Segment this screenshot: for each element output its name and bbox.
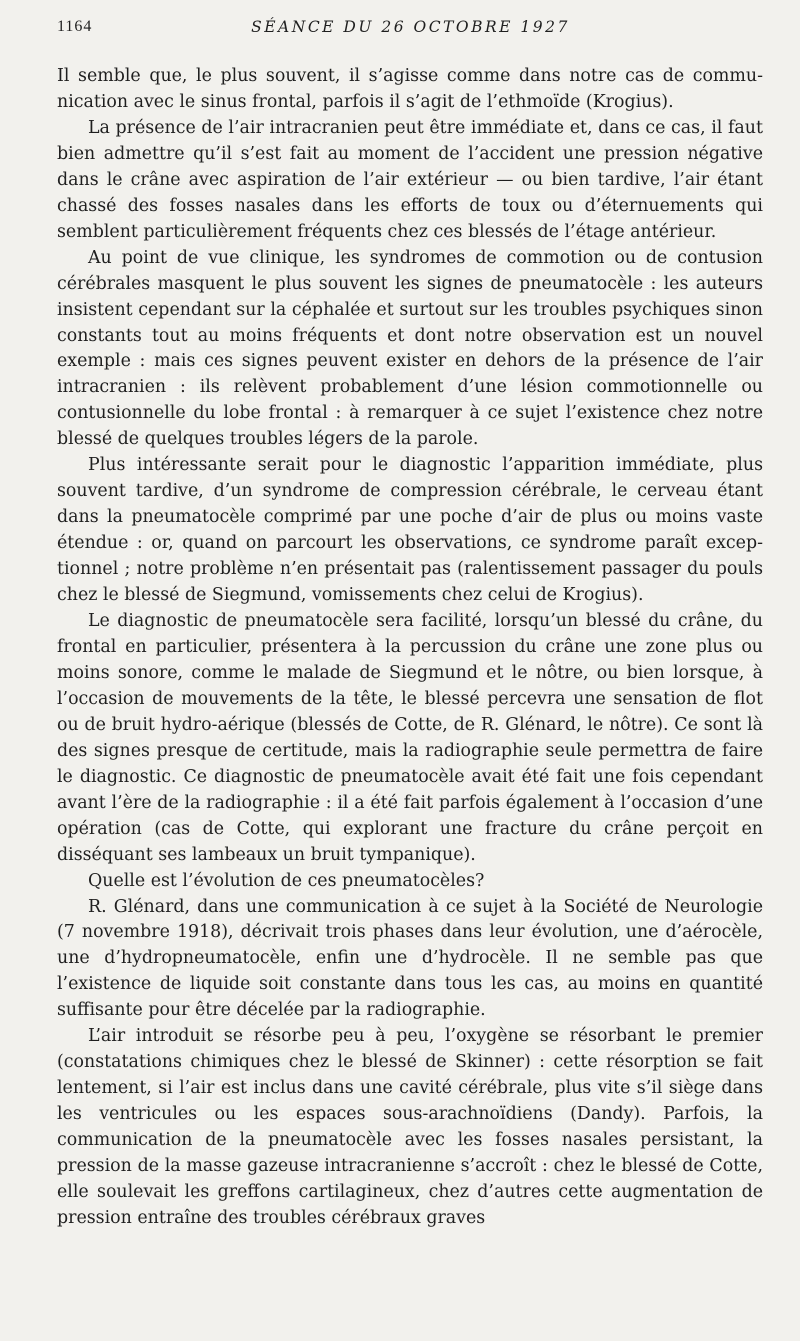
paragraph: Quelle est l’évolution de ces pneumatocèles? bbox=[88, 870, 485, 891]
paragraph: R. Glénard, dans une communication à ce sujet à la Société de Neurologie (7 novembre 1918), décrivait trois phases dans leur évolution, une d’aérocèle, une d’hydropneumatocèle, enfin une d’hydrocèle. Il ne semble pas que l’existence de liquide soit constante dans tous les cas, au moins en quantité suffisante pour être décelée par la radiographie. bbox=[57, 896, 763, 1021]
page-header bbox=[57, 18, 764, 44]
paragraph: La présence de l’air intracranien peut être immédiate et, dans ce cas, il faut bien admettre qu’il s’est fait au moment de l’accident une pression négative dans le crâne avec aspiration de l’air extérieur — ou bien tardive, l’air étant chassé des fosses nasales dans les efforts de toux ou d’éternuements qui semblent particulièrement fréquents chez ces blessés de l’étage antérieur. bbox=[57, 117, 763, 242]
running-title: SÉANCE DU 26 OCTOBRE 1927 bbox=[251, 18, 570, 36]
body-text bbox=[57, 64, 763, 1232]
page-number: 1164 bbox=[57, 18, 93, 35]
paragraph: L’air introduit se résorbe peu à peu, l’oxygène se résorbant le premier (constatations chimiques chez le blessé de Skinner) : cette résorption se fait lentement, si l’air est inclus dans une cavité cérébrale, plus vite s’il siège dans les ventricules ou les espaces sous-arachnoïdiens (Dandy). Parfois, la communication de la pneumatocèle avec les fosses nasales persistant, la pression de la masse gazeuse intracranienne s’accroît : chez le blessé de Cotte, elle soulevait les greffons cartilagineux, chez d’autres cette augmentation de pression entraîne des troubles cérébraux graves bbox=[57, 1026, 763, 1228]
paragraph: Il semble que, le plus souvent, il s’agisse comme dans notre cas de communication avec le sinus frontal, parfois il s’agit de l’ethmoïde (Krogius). bbox=[57, 66, 763, 112]
paragraph: Le diagnostic de pneumatocèle sera facilité, lorsqu’un blessé du crâne, du frontal en particulier, présentera à la percussion du crâne une zone plus ou moins sonore, comme le malade de Siegmund et le nôtre, ou bien lorsque, à l’occasion de mouvements de la tête, le blessé percevra une sensation de flot ou de bruit hydro-aérique (blessés de Cotte, de R. Glénard, le nôtre). Ce sont là des signes presque de certitude, mais la radiographie seule permettra de faire le diagnostic. Ce diagnostic de pneumatocèle avait été fait une fois cependant avant l’ère de la radiographie : il a été fait parfois également à l’occasion d’une opération (cas de Cotte, qui explorant une fracture du crâne perçoit en disséquant ses lambeaux un bruit tympanique). bbox=[57, 611, 763, 865]
paragraph: Au point de vue clinique, les syndromes de commotion ou de contusion cérébrales masquent le plus souvent les signes de pneumatocèle : les auteurs insistent cependant sur la céphalée et surtout sur les troubles psychiques sinon constants tout au moins fréquents et dont notre observation est un nouvel exemple : mais ces signes peuvent exister en dehors de la présence de l’air intracranien : ils relèvent probablement d’une lésion commotionnelle ou contusionnelle du lobe frontal : à remarquer à ce sujet l’existence chez notre blessé de quelques troubles légers de la parole. bbox=[57, 247, 763, 450]
paragraph: Plus intéressante serait pour le diagnostic l’apparition immédiate, plus souvent tardive, d’un syndrome de compression cérébrale, le cerveau étant dans la pneumatocèle comprimé par une poche d’air de plus ou moins vaste étendue : or, quand on parcourt les observations, ce syndrome paraît exceptionnel ; notre problème n’en présentait pas (ralentissement passager du pouls chez le blessé de Siegmund, vomissements chez celui de Krogius). bbox=[57, 455, 763, 606]
